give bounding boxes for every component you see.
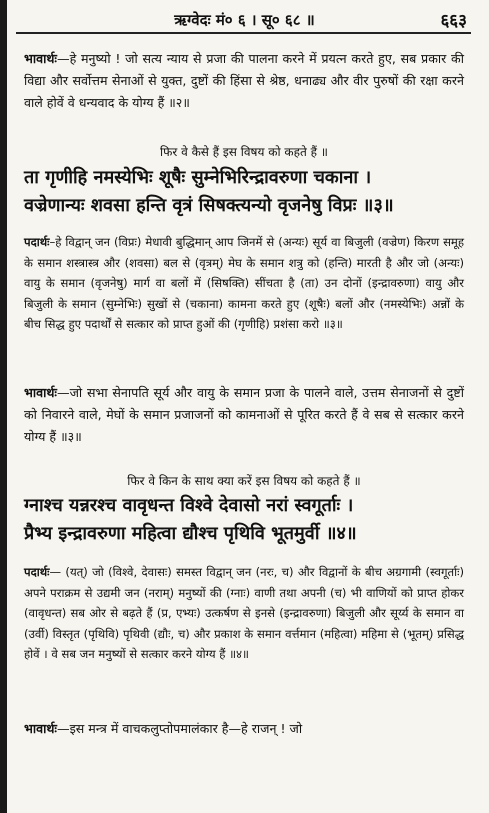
- padartha-paragraph-1: [24, 232, 464, 335]
- mantra-line: प्रैभ्य इन्द्रावरुणा महित्वा द्यौश्च पृथिवि भूतमुर्वी ॥४॥: [24, 523, 357, 544]
- bhavartha-paragraph-2: [24, 382, 464, 448]
- section-intro-2: फिर वे किन के साथ क्या करें इस विषय को कहते हैं ॥: [127, 474, 361, 488]
- mantra-block-1: [24, 164, 464, 220]
- bhavartha-paragraph-3: [24, 718, 464, 740]
- page-number: ६६३: [440, 11, 467, 31]
- running-title: ऋग्वेदः मं० ६ । सू० ६८ ॥: [174, 11, 315, 29]
- bhavartha-text: —इस मन्त्र में वाचकलुप्तोपमालंकार है—हे राजन् ! जो: [56, 721, 303, 736]
- padartha-text: –हे विद्वान् जन (विप्रः) मेधावी बुद्धिमान् आप जिनमें से (अन्यः) सूर्य वा बिजुली (वज्रेण) किरण समूह के समान शस्त्रास्त्र और (शवसा) बल से (वृत्रम्) मेघ के समान शत्रु को (हन्ति) मारती है और जो (अन्यः) वायु के समान (वृजनेषु) मार्ग वा बलों में (सिषक्ति) सींचता है (ता) उन दोनों (इन्द्रावरुणा) वायु और बिजुली के समान (सुम्नेभिः) सुखों से (चकाना) कामना करते हुए (शूषैः) बलों और (नमस्येभिः) अन्नों के बीच सिद्ध हुए पदार्थों से सत्कार को प्राप्त हुओं की (गृणीहि) प्रशंसा करो ॥३॥: [24, 235, 464, 331]
- mantra-block-2: [24, 492, 464, 548]
- bhavartha-text: —जो सभा सेनापति सूर्य और वायु के समान प्रजा के पालने वाले, उत्तम सेनाजनों से दुष्टों को निवारने वाले, मेघों के समान प्रजाजनों को कामनाओं से पूरित करते हैं वे सब से सत्कार करने योग्य हैं ॥३॥: [24, 385, 464, 444]
- bhavartha-label: भावार्थः: [24, 51, 57, 66]
- mantra-line: ग्नाश्च यन्नरश्च वावृधन्त विश्वे देवासो नरां स्वगूर्ताः ।: [24, 495, 354, 516]
- page-header: [0, 8, 489, 30]
- bhavartha-label: भावार्थः: [24, 385, 57, 400]
- scan-edge-shadow: [0, 0, 7, 813]
- padartha-label: पदार्थः: [24, 565, 50, 579]
- mantra-line: वज्रेणान्यः शवसा हन्ति वृत्रं सिषक्त्यन्यो वृजनेषु विप्रः ॥३॥: [24, 195, 394, 216]
- padartha-paragraph-2: [24, 562, 464, 665]
- bhavartha-text: —हे मनुष्यो ! जो सत्य न्याय से प्रजा की पालना करने में प्रयत्न करते हुए, सब प्रकार की विद्या और सर्वोत्तम सेनाओं से युक्त, दुष्टों की हिंसा से श्रेष्ठ, धनाढ्य और वीर पुरुषों की रक्षा करने वाले होवें वे धन्यवाद के योग्य हैं ॥२॥: [24, 51, 464, 110]
- padartha-text: — (यत्) जो (विश्वे, देवासः) समस्त विद्वान् जन (नरः, च) और विद्वानों के बीच अग्रगामी (स्वगूर्ताः) अपने पराक्रम से उद्यमी जन (नराम्) मनुष्यों की (ग्नाः) वाणी तथा अपनी (च) भी वाणियों को प्राप्त होकर (वावृधन्त) सब ओर से बढ़ते हैं (प्र, एभ्यः) उत्कर्षण से इनसे (इन्द्रावरुणा) बिजुली और सूर्य्य के समान वा (उर्वी) विस्तृत (पृथिवि) पृथिवी (द्यौः, च) और प्रकाश के समान वर्त्तमान (महित्वा) महिमा से (भूतम्) प्रसिद्ध होवें । वे सब जन मनुष्यों से सत्कार करने योग्य हैं ॥४॥: [24, 565, 464, 661]
- padartha-label: पदार्थः: [24, 235, 50, 249]
- bhavartha-paragraph-1: [24, 48, 464, 114]
- section-intro-1: फिर वे कैसे हैं इस विषय को कहते हैं ॥: [160, 145, 328, 159]
- mantra-line: ता गृणीहि नमस्येभिः शूषैः सुम्नेभिरिन्द्रावरुणा चकाना ।: [24, 167, 372, 188]
- header-rule: [16, 32, 471, 34]
- bhavartha-label: भावार्थः: [24, 721, 57, 736]
